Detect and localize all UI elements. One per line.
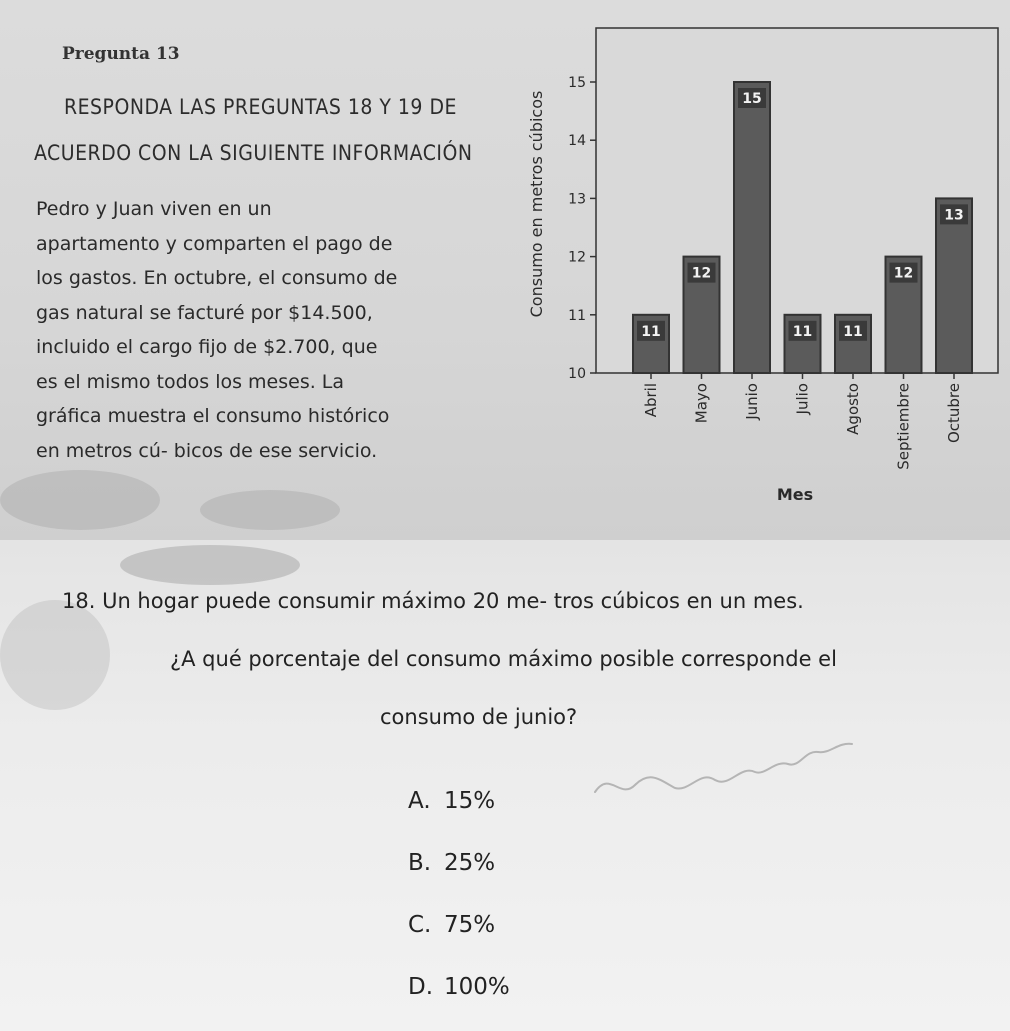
context-line: incluido el cargo fijo de $2.700, que <box>36 336 378 358</box>
x-tick-label: Octubre <box>945 383 963 444</box>
y-tick-label: 14 <box>568 133 586 150</box>
context-paragraph <box>36 192 516 468</box>
y-tick-label: 15 <box>568 75 586 91</box>
question-header: Pregunta 13 <box>62 44 180 64</box>
paper-stain <box>200 490 340 530</box>
option-text: 15% <box>444 788 496 814</box>
chart-svg <box>520 24 1010 524</box>
y-axis-title: Consumo en metros cúbicos <box>527 90 546 318</box>
option-d[interactable] <box>408 956 608 1018</box>
option-letter: B. <box>408 850 432 876</box>
context-line: Pedro y Juan viven en un <box>36 198 272 220</box>
context-line: es el mismo todos los meses. La <box>36 370 345 393</box>
option-text: 25% <box>444 850 496 876</box>
option-c[interactable] <box>408 894 608 956</box>
heading-line-1: RESPONDA LAS PREGUNTAS 18 Y 19 DE <box>64 95 457 119</box>
bar-value-label: 12 <box>893 265 914 282</box>
consumption-bar-chart <box>520 24 1010 524</box>
bar-octubre <box>936 198 972 373</box>
question-18-line-1: 18. Un hogar puede consumir máximo 20 me- tros cúbicos en un mes. <box>62 589 804 613</box>
bar-value-label: 15 <box>742 91 762 107</box>
bar-junio <box>734 82 770 373</box>
y-tick-label: 11 <box>568 307 586 324</box>
handwritten-note <box>590 730 860 810</box>
context-line: apartamento y comparten el pago de <box>36 232 393 255</box>
question-18-line-3: consumo de junio? <box>380 705 578 729</box>
option-letter: A. <box>408 788 431 814</box>
handwritten-note-drawing <box>590 730 860 810</box>
option-a[interactable] <box>408 770 608 832</box>
bar-value-label: 11 <box>792 323 813 340</box>
bar-value-label: 11 <box>641 323 661 340</box>
bar-value-label: 12 <box>691 265 712 282</box>
question-18 <box>62 572 992 746</box>
y-axis-ticks <box>568 75 596 382</box>
context-line: gráfica muestra el consumo histórico <box>36 405 390 427</box>
context-line: en metros cú- bicos de ese servicio. <box>36 439 378 462</box>
x-tick-label: Abril <box>642 383 660 418</box>
x-axis-title: Mes <box>776 485 814 504</box>
bar-value-label: 13 <box>944 207 964 224</box>
context-line: los gastos. En octubre, el consumo de <box>36 267 398 289</box>
question-18-line-2: ¿A qué porcentaje del consumo máximo posible corresponde el <box>170 647 837 671</box>
bar-value-label: 11 <box>843 323 863 340</box>
option-letter: D. <box>408 974 434 1000</box>
x-tick-label: Agosto <box>844 383 862 435</box>
y-tick-label: 13 <box>568 191 586 208</box>
x-tick-label: Junio <box>743 383 761 420</box>
option-letter: C. <box>408 912 432 938</box>
option-text: 75% <box>444 912 496 938</box>
x-tick-label: Mayo <box>692 383 711 424</box>
x-tick-label: Septiembre <box>894 383 913 470</box>
y-tick-label: 10 <box>568 366 586 382</box>
x-axis-labels <box>642 373 963 470</box>
context-line: gas natural se facturé por $14.500, <box>36 301 373 324</box>
x-tick-label: Julio <box>793 383 812 415</box>
option-b[interactable] <box>408 832 608 894</box>
answer-options <box>408 770 608 1018</box>
instruction-heading <box>34 84 504 176</box>
y-tick-label: 12 <box>568 249 586 266</box>
paper-stain <box>0 470 160 530</box>
option-text: 100% <box>444 974 510 1000</box>
heading-line-2: ACUERDO CON LA SIGUIENTE INFORMACIÓN <box>34 141 473 165</box>
